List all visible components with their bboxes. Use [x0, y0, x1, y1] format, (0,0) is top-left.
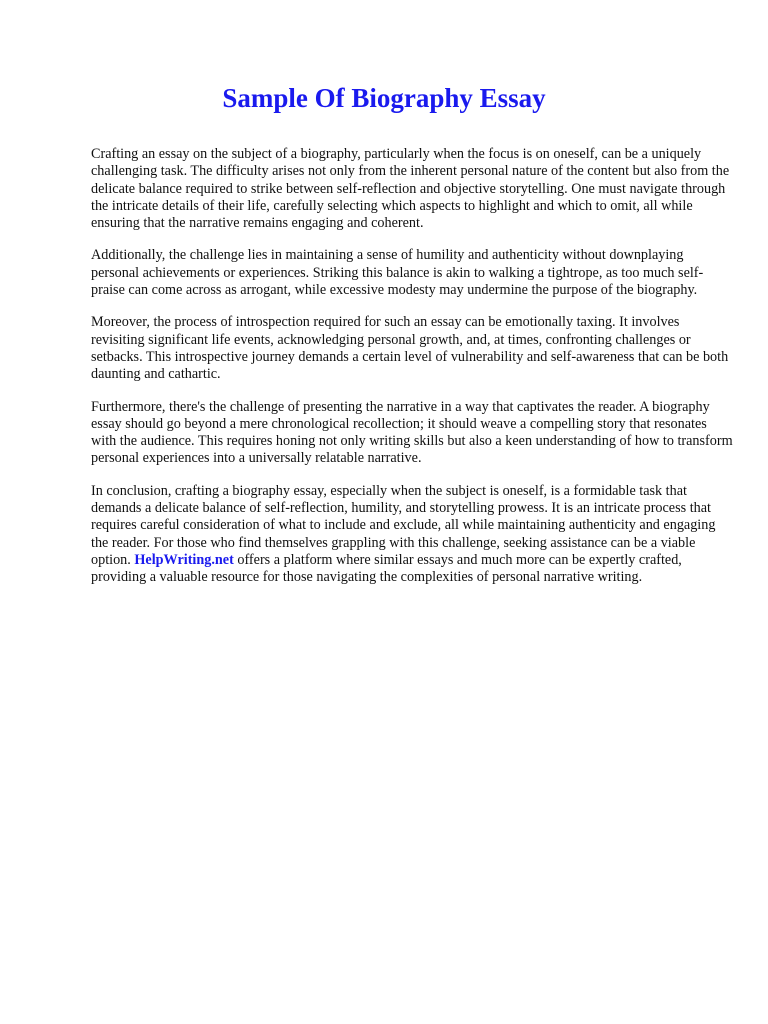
- helpwriting-link[interactable]: HelpWriting.net: [134, 551, 234, 568]
- essay-body: [91, 146, 733, 602]
- conclusion-text-after-link: offers a platform where similar essays and much more can be expertly crafted, providing a valuable resource for those navigating the complexities of personal narrative writing.: [91, 551, 682, 586]
- conclusion-text-before-link: In conclusion, crafting a biography essay, especially when the subject is oneself, is a formidable task that demands a delicate balance of self-reflection, humility, and storytelling prowess. It is an intricate process that requires careful consideration of what to include and exclude, all while maintaining authenticity and engaging the reader. For those who find themselves grappling with this challenge, seeking assistance can be a viable option.: [91, 482, 716, 568]
- paragraph-4: Furthermore, there's the challenge of presenting the narrative in a way that captivates the reader. A biography essay should go beyond a mere chronological recollection; it should weave a compelling story that resonates with the audience. This requires honing not only writing skills but also a keen understanding of how to transform personal experiences into a universally relatable narrative.: [91, 398, 733, 467]
- paragraph-1: Crafting an essay on the subject of a biography, particularly when the focus is on oneself, can be a uniquely challenging task. The difficulty arises not only from the inherent personal nature of the content but also from the delicate balance required to strike between self-reflection and objective storytelling. One must navigate through the intricate details of their life, carefully selecting which aspects to highlight and which to omit, all while ensuring that the narrative remains engaging and coherent.: [91, 146, 730, 232]
- page-title: Sample Of Biography Essay: [222, 83, 546, 113]
- paragraph-conclusion: [91, 483, 733, 587]
- paragraph-3: Moreover, the process of introspection required for such an essay can be emotionally taxing. It involves revisiting significant life events, acknowledging personal growth, and, at times, confronting challenges or setbacks. This introspective journey demands a certain level of vulnerability and self-awareness that can be both daunting and cathartic.: [91, 314, 729, 383]
- paragraph-2: Additionally, the challenge lies in maintaining a sense of humility and authenticity without downplaying personal achievements or experiences. Striking this balance is akin to walking a tightrope, as too much self-praise can come across as arrogant, while excessive modesty may undermine the purpose of the biography.: [91, 247, 704, 299]
